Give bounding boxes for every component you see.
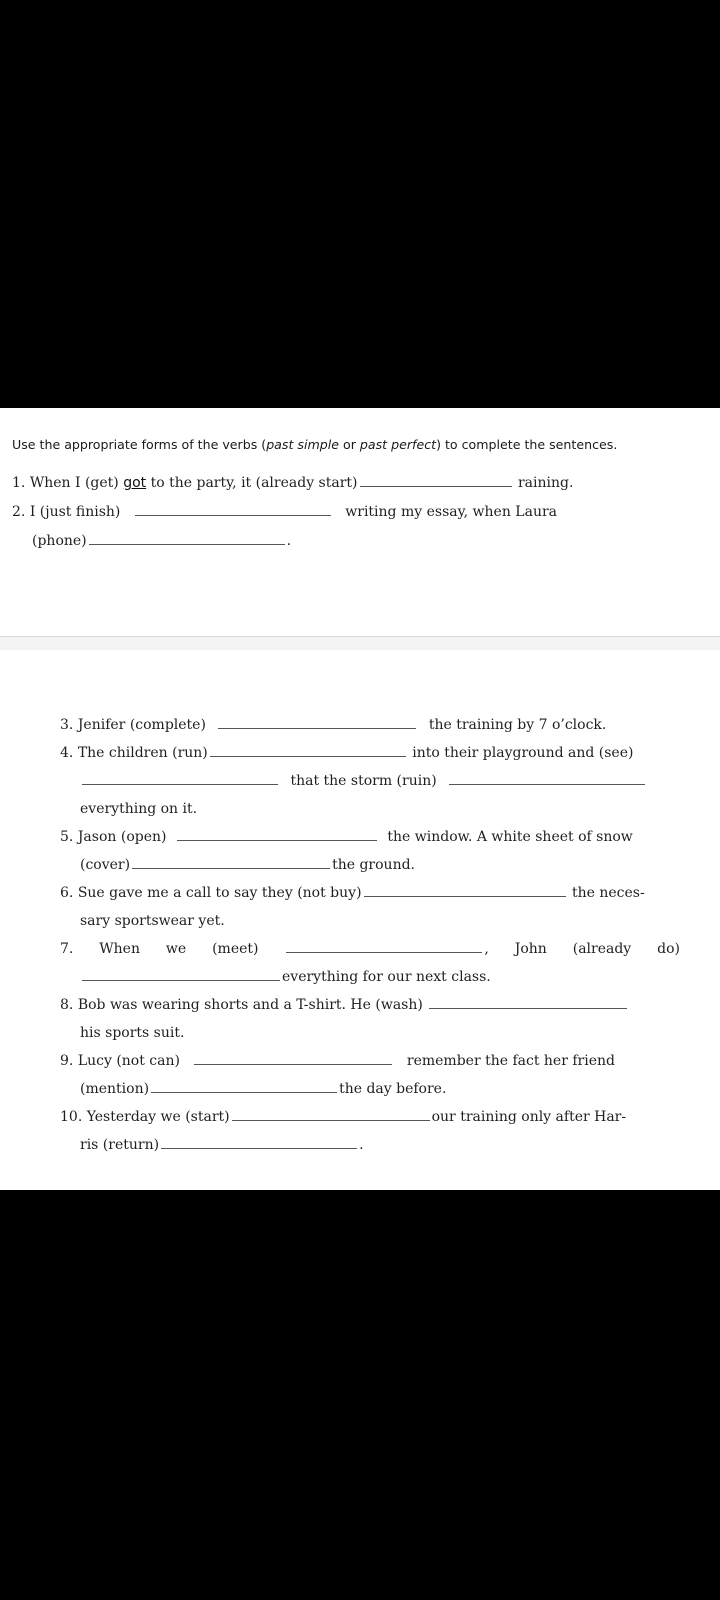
sentence-text: Jason (open) — [77, 829, 167, 845]
sentence-text: raining. — [517, 475, 574, 491]
sentence-text: to the party, it (already start) — [150, 475, 358, 491]
handwritten-answer: got — [123, 475, 147, 491]
sentence-text: (already — [572, 941, 632, 957]
sentence-text: . — [359, 1137, 364, 1153]
number: 5. — [60, 829, 74, 845]
sentence-text: I (just finish) — [29, 504, 121, 520]
sentence-text: our training only after Har- — [431, 1109, 627, 1125]
answer-blank[interactable] — [360, 474, 512, 487]
instruction-text — [12, 438, 652, 452]
sentence-text: do) — [657, 941, 680, 957]
sentence-4 — [60, 744, 633, 762]
answer-blank[interactable] — [449, 772, 645, 785]
number: 10. — [60, 1109, 83, 1125]
sentence-text: the neces- — [571, 885, 645, 901]
sentence-text: his sports suit. — [80, 1025, 185, 1041]
answer-blank[interactable] — [232, 1108, 430, 1121]
instruction-italic-2: past perfect — [359, 437, 437, 452]
sentence-text: Bob was wearing shorts and a T-shirt. He (wash) — [77, 997, 423, 1013]
instruction-suffix: ) to complete the sentences. — [436, 437, 618, 452]
answer-blank[interactable] — [218, 716, 416, 729]
answer-blank[interactable] — [82, 772, 278, 785]
number: 2. — [12, 504, 26, 520]
answer-blank[interactable] — [161, 1136, 357, 1149]
answer-blank[interactable] — [135, 503, 331, 516]
answer-blank[interactable] — [194, 1052, 392, 1065]
sentence-6-cont — [80, 912, 225, 930]
answer-blank[interactable] — [286, 940, 482, 953]
answer-blank[interactable] — [429, 996, 627, 1009]
sentence-10-cont — [80, 1136, 364, 1154]
number: 4. — [60, 745, 74, 761]
sentence-text: John — [514, 941, 547, 957]
answer-blank[interactable] — [177, 828, 377, 841]
answer-blank[interactable] — [151, 1080, 337, 1093]
sentence-text: into their playground and (see) — [412, 745, 634, 761]
sentence-text: The children (run) — [77, 745, 208, 761]
sentence-1 — [12, 474, 573, 492]
sentence-text: , — [484, 941, 489, 957]
number: 3. — [60, 717, 74, 733]
sentence-text: the training by 7 o’clock. — [428, 717, 607, 733]
sentence-text: Yesterday we (start) — [86, 1109, 230, 1125]
number: 1. — [12, 475, 26, 491]
sentence-2 — [12, 503, 557, 521]
sentence-text: the ground. — [332, 857, 415, 873]
sentence-7 — [60, 940, 680, 958]
bottom-black-bar — [0, 1190, 720, 1600]
sentence-10 — [60, 1108, 626, 1126]
number: 9. — [60, 1053, 74, 1069]
sentence-text: Sue gave me a call to say they (not buy) — [77, 885, 362, 901]
sentence-9 — [60, 1052, 615, 1070]
sentence-5 — [60, 828, 633, 846]
sentence-text: writing my essay, when Laura — [345, 504, 558, 520]
answer-blank[interactable] — [132, 856, 330, 869]
sentence-9-cont — [80, 1080, 446, 1098]
instruction-prefix: Use the appropriate forms of the verbs ( — [12, 437, 267, 452]
sentence-text: everything on it. — [80, 801, 198, 817]
sentence-text: (phone) — [32, 533, 87, 549]
sentence-3 — [60, 716, 606, 734]
sentence-text: (meet) — [212, 941, 259, 957]
instruction-italic-1: past simple — [266, 437, 339, 452]
sentence-text: When I (get) — [29, 475, 119, 491]
sentence-text: that the storm (ruin) — [290, 773, 437, 789]
number: 8. — [60, 997, 74, 1013]
sentence-text: remember the fact her friend — [406, 1053, 615, 1069]
sentence-4-cont2 — [80, 800, 197, 818]
sentence-text: we — [165, 941, 187, 957]
instruction-middle: or — [338, 437, 360, 452]
sentence-text: (cover) — [80, 857, 131, 873]
sentence-8 — [60, 996, 629, 1014]
sentence-7-cont — [80, 968, 491, 986]
answer-blank[interactable] — [89, 532, 285, 545]
sentence-8-cont — [80, 1024, 184, 1042]
number: 6. — [60, 885, 74, 901]
worksheet-top — [0, 408, 720, 636]
sentence-text: (mention) — [80, 1081, 150, 1097]
sentence-5-cont — [80, 856, 415, 874]
answer-blank[interactable] — [364, 884, 566, 897]
sentence-text: Jenifer (complete) — [77, 717, 206, 733]
sentence-4-cont — [80, 772, 647, 790]
sentence-text: everything for our next class. — [282, 969, 491, 985]
sentence-text: ris (return) — [80, 1137, 160, 1153]
top-black-bar — [0, 0, 720, 408]
sentence-text: . — [286, 533, 292, 549]
sentence-6 — [60, 884, 645, 902]
sentence-text: When — [99, 941, 140, 957]
answer-blank[interactable] — [82, 968, 280, 981]
sentence-text: sary sportswear yet. — [80, 913, 225, 929]
sentence-text: Lucy (not can) — [77, 1053, 180, 1069]
worksheet-bottom — [0, 650, 720, 1190]
sentence-2-cont — [32, 532, 291, 550]
sentence-text: the day before. — [339, 1081, 447, 1097]
number: 7. — [60, 941, 74, 957]
sentence-text: the window. A white sheet of snow — [387, 829, 633, 845]
answer-blank[interactable] — [210, 744, 406, 757]
